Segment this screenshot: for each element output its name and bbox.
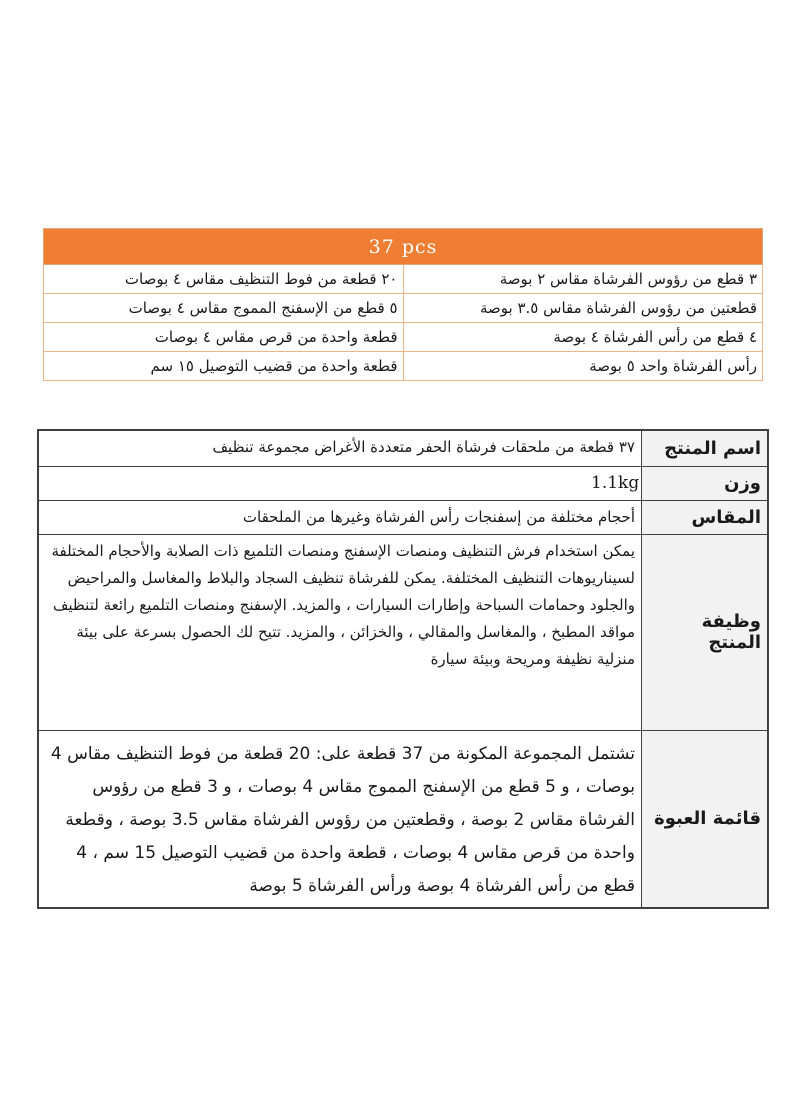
- function-label: وظيفة المنتج: [642, 534, 769, 730]
- table-row: [44, 265, 763, 294]
- size-value: أحجام مختلفة من إسفنجات رأس الفرشاة وغيرها من الملحقات: [38, 500, 642, 534]
- table-row: [38, 430, 768, 466]
- contents-table: [43, 228, 763, 381]
- table-row: [38, 730, 768, 908]
- contents-table-header: 37 pcs: [44, 229, 763, 265]
- package-label: قائمة العبوة: [642, 730, 769, 908]
- contents-cell-right: ٣ قطع من رؤوس الفرشاة مقاس ٢ بوصة: [403, 265, 763, 294]
- table-row: [44, 352, 763, 381]
- contents-cell-left: قطعة واحدة من قرص مقاس ٤ بوصات: [44, 323, 404, 352]
- product-name-value: ٣٧ قطعة من ملحقات فرشاة الحفر متعددة الأغراض مجموعة تنظيف: [38, 430, 642, 466]
- product-info-table: [37, 429, 769, 909]
- package-value: تشتمل المجموعة المكونة من 37 قطعة على: 20 قطعة من فوط التنظيف مقاس 4 بوصات ، و 5 قطع من الإسفنج المموج مقاس 4 بوصات ، و 3 قطع من رؤوس الفرشاة مقاس 2 بوصة ، وقطعتين من رؤوس الفرشاة مقاس 3.5 بوصة ، وقطعة واحدة من قرص مقاس 4 بوصات ، قطعة واحدة من قضيب التوصيل 15 سم ، 4 قطع من رأس الفرشاة 4 بوصة ورأس الفرشاة 5 بوصة: [38, 730, 642, 908]
- weight-value: 1.1kg: [38, 466, 642, 500]
- table-row: [38, 466, 768, 500]
- table-row: [38, 534, 768, 730]
- function-value: يمكن استخدام فرش التنظيف ومنصات الإسفنج ومنصات التلميع ذات الصلابة والأحجام المختلفة لسيناريوهات التنظيف المختلفة. يمكن للفرشاة تنظيف السجاد والبلاط والمغاسل والمراحيض والجلود وحمامات السباحة وإطارات السيارات ، والمزيد. الإسفنج ومنصات التلميع رائعة لتنظيف مواقد المطبخ ، والمغاسل والمقالي ، والخزائن ، والمزيد. تتيح لك الحصول بسرعة على بيئة منزلية نظيفة ومريحة وبيئة سيارة: [38, 534, 642, 730]
- contents-cell-left: قطعة واحدة من قضيب التوصيل ١٥ سم: [44, 352, 404, 381]
- table-row: [38, 500, 768, 534]
- contents-cell-right: قطعتين من رؤوس الفرشاة مقاس ٣.٥ بوصة: [403, 294, 763, 323]
- contents-cell-right: ٤ قطع من رأس الفرشاة ٤ بوصة: [403, 323, 763, 352]
- contents-cell-right: رأس الفرشاة واحد ٥ بوصة: [403, 352, 763, 381]
- table-row: [44, 294, 763, 323]
- contents-cell-left: ٢٠ قطعة من فوط التنظيف مقاس ٤ بوصات: [44, 265, 404, 294]
- contents-cell-left: ٥ قطع من الإسفنج المموج مقاس ٤ بوصات: [44, 294, 404, 323]
- size-label: المقاس: [642, 500, 769, 534]
- table-row: [44, 323, 763, 352]
- weight-label: وزن: [642, 466, 769, 500]
- product-name-label: اسم المنتج: [642, 430, 769, 466]
